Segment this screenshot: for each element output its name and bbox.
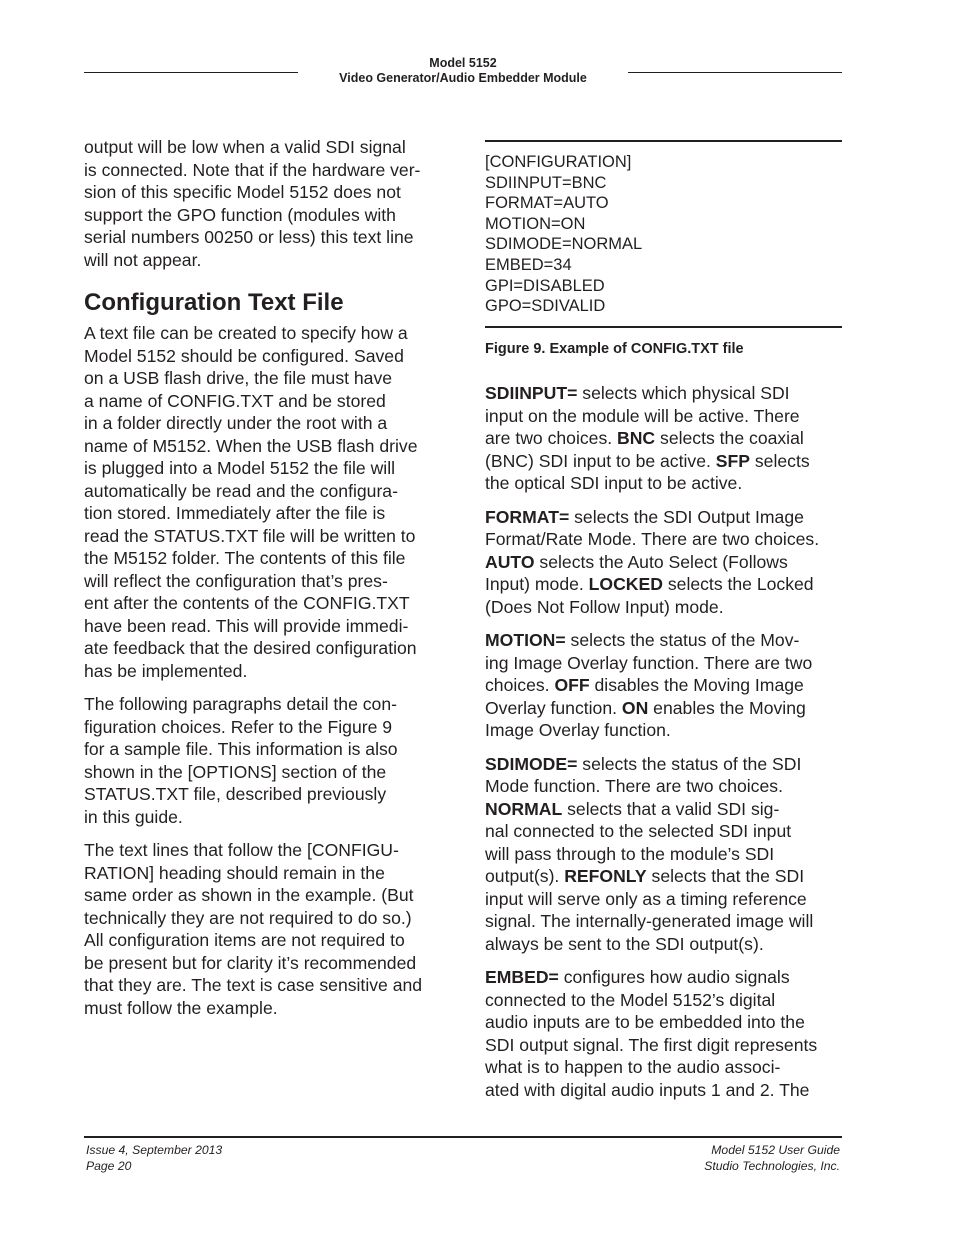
footer-company: Studio Technologies, Inc. [704, 1158, 840, 1173]
left-column [84, 136, 444, 1030]
paragraph-gpo-continuation: output will be low when a valid SDI signal is connected. Note that if the hardware ver- sion of this specific Model 5152 does not support the GPO function (modules with serial numbers 00250 or less) this text line will not appear. [84, 137, 421, 270]
text: selects which physical SDI input on the module will be active. There are two choices. [485, 383, 800, 448]
keyword-format: FORMAT= [485, 506, 570, 527]
header-subtitle: Video Generator/Audio Embedder Module [339, 71, 587, 85]
keyword-sdimode: SDIMODE= [485, 753, 578, 774]
keyword-normal: NORMAL [485, 798, 563, 819]
footer-left [86, 1143, 222, 1174]
figure-top-rule [485, 140, 842, 142]
figure-bottom-rule [485, 326, 842, 328]
config-line: SDIMODE=NORMAL [485, 235, 643, 254]
keyword-on: ON [621, 697, 649, 718]
keyword-sfp: SFP [715, 450, 750, 471]
section-heading: Configuration Text File [84, 289, 344, 316]
text: configures how audio signals connected to the Model 5152’s digital audio inputs are to be embedded into the SDI output signal. The first digit represents what is to happen to the audio associ- ated with digital audio inputs 1 and 2. The [485, 967, 818, 1100]
keyword-auto: AUTO [485, 551, 535, 572]
paragraph-motion [485, 629, 845, 742]
header-model: Model 5152 [429, 56, 497, 70]
config-code-block [485, 152, 842, 317]
paragraph-embed [485, 966, 845, 1101]
figure-config-example [485, 140, 842, 358]
keyword-sdiinput: SDIINPUT= [485, 383, 578, 403]
keyword-bnc: BNC [617, 428, 656, 448]
keyword-refonly: REFONLY [564, 866, 647, 886]
paragraph-config-choices: The following paragraphs detail the con- figuration choices. Refer to the Figure 9 for a sample file. This information is also shown in the [OPTIONS] section of the STATUS.TXT file, described previously in this guide. [84, 694, 398, 827]
text: selects the optical SDI input to be active. [485, 450, 810, 493]
paragraph-sdiinput [485, 382, 845, 495]
text: selects the SDI Output Image Format/Rate Mode. There are two choices. [485, 506, 820, 549]
footer-guide-title: Model 5152 User Guide [711, 1143, 840, 1157]
paragraph-sdimode [485, 753, 845, 956]
text: selects the Locked (Does Not Follow Input) mode. [485, 574, 814, 617]
keyword-locked: LOCKED [588, 574, 663, 594]
footer-issue: Issue 4, September 2013 [86, 1143, 223, 1157]
text: disables the Moving Image Overlay function. [485, 675, 804, 718]
text: enables the Moving Image Overlay function. [485, 697, 806, 740]
text: selects the status of the SDI Mode function. There are two choices. [485, 753, 802, 796]
text: selects the status of the Mov- ing Image Overlay function. There are two choices. [485, 630, 813, 695]
config-line: SDIINPUT=BNC [485, 173, 607, 192]
config-line: MOTION=ON [485, 214, 586, 233]
footer-page-number: Page 20 [86, 1158, 132, 1173]
keyword-motion: MOTION= [485, 630, 566, 650]
text: selects that a valid SDI sig- nal connected to the selected SDI input will pass through to the module’s SDI output(s). [485, 798, 792, 886]
paragraph-config-file: A text file can be created to specify how a Model 5152 should be configured. Saved on a USB flash drive, the file must have a name of CONFIG.TXT and be stored in a folder directly under the root with a name of M5152. When the USB flash drive is plugged into a Model 5152 the file will automatically be read and the configura- tion stored. Immediately after the file is read the STATUS.TXT file will be written to the M5152 folder. The contents of this file will reflect the configuration that’s pres- ent after the contents of the CONFIG.TXT have been read. This will provide immedi- ate feedback that the desired configuration has be implemented. [84, 323, 418, 681]
page-footer [84, 1136, 842, 1173]
paragraph-format [485, 506, 845, 619]
footer-rule [84, 1136, 842, 1138]
config-line: GPI=DISABLED [485, 276, 605, 295]
config-line: FORMAT=AUTO [485, 194, 609, 213]
config-line: GPO=SDIVALID [485, 297, 606, 316]
text: selects that the SDI input will serve only as a timing reference signal. The internally-generated image will always be sent to the SDI output(s). [485, 866, 814, 954]
config-line: [CONFIGURATION] [485, 153, 632, 171]
text: selects the Auto Select (Follows Input) mode. [485, 551, 788, 594]
right-column [485, 382, 845, 1112]
paragraph-text-lines: The text lines that follow the [CONFIGU- RATION] heading should remain in the same order as shown in the example. (But technically they are not required to do so.) All configuration items are not required to be present but for clarity it’s recommended that they are. The text is case sensitive and must follow the example. [84, 840, 423, 1018]
figure-caption: Figure 9. Example of CONFIG.TXT file [485, 340, 744, 357]
footer-right [704, 1143, 840, 1174]
config-line: EMBED=34 [485, 255, 572, 274]
keyword-off: OFF [554, 675, 590, 695]
page-header [84, 55, 842, 91]
text: selects the coaxial (BNC) SDI input to be active. [485, 428, 804, 471]
keyword-embed: EMBED= [485, 967, 559, 987]
